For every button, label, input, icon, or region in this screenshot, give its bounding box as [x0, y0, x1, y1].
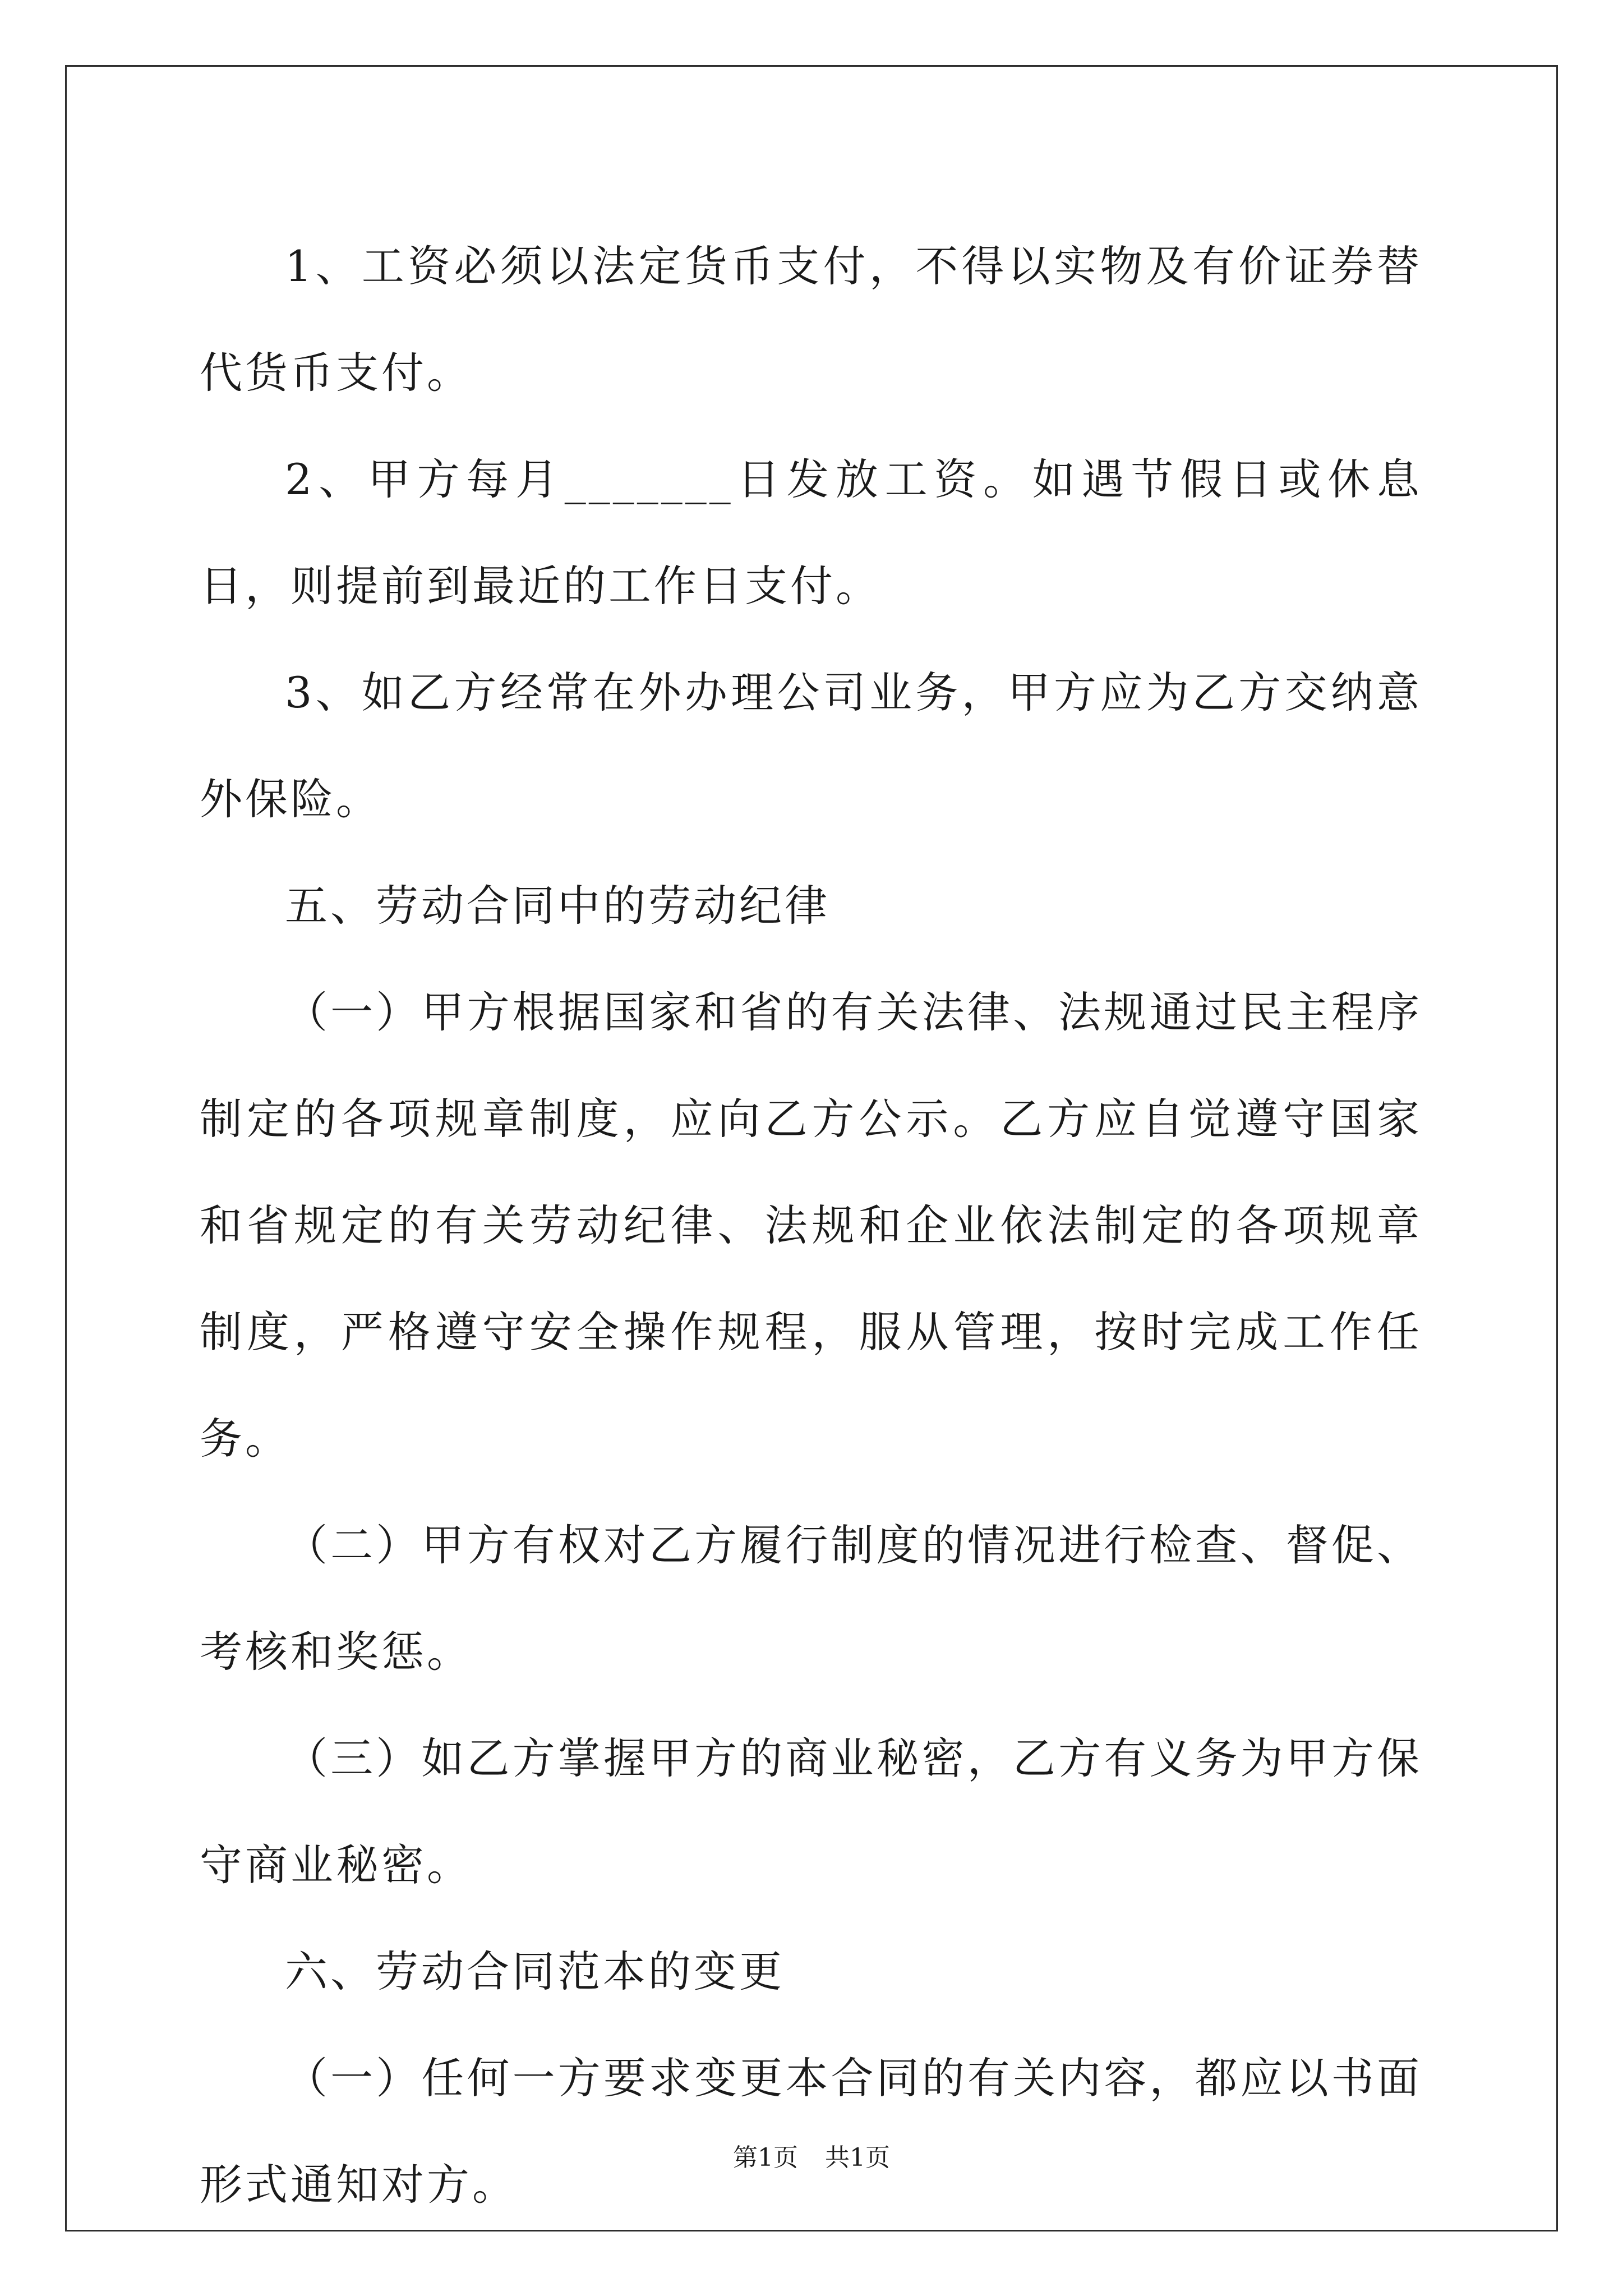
paragraph-wage-currency: 1、工资必须以法定货币支付，不得以实物及有价证券替代货币支付。	[200, 241, 1422, 398]
document-body	[200, 213, 1422, 2238]
page-number: 第1页	[733, 2143, 798, 2172]
page-footer	[0, 2137, 1623, 2173]
section-heading-labor-discipline: 五、劳动合同中的劳动纪律	[285, 881, 830, 931]
paragraph-inspection-rights: （二）甲方有权对乙方履行制度的情况进行检查、督促、考核和奖惩。	[200, 1520, 1422, 1677]
page-total: 共1页	[825, 2143, 890, 2172]
paragraph-wage-payday: 2、甲方每月_______日发放工资。如遇节假日或休息日，则提前到最近的工作日支付。	[200, 454, 1422, 611]
section-heading-contract-change: 六、劳动合同范本的变更	[285, 1947, 785, 1996]
paragraph-accident-insurance: 3、如乙方经常在外办理公司业务，甲方应为乙方交纳意外保险。	[200, 668, 1422, 824]
paragraph-trade-secrets: （三）如乙方掌握甲方的商业秘密，乙方有义务为甲方保守商业秘密。	[200, 1733, 1422, 1890]
paragraph-change-notice: （一）任何一方要求变更本合同的有关内容，都应以书面形式通知对方。	[200, 2053, 1422, 2210]
paragraph-rules-and-regulations: （一）甲方根据国家和省的有关法律、法规通过民主程序制定的各项规章制度，应向乙方公示。乙方应自觉遵守国家和省规定的有关劳动纪律、法规和企业依法制定的各项规章制度，严格遵守安全操作规程，服从管理，按时完成工作任务。	[200, 987, 1422, 1464]
